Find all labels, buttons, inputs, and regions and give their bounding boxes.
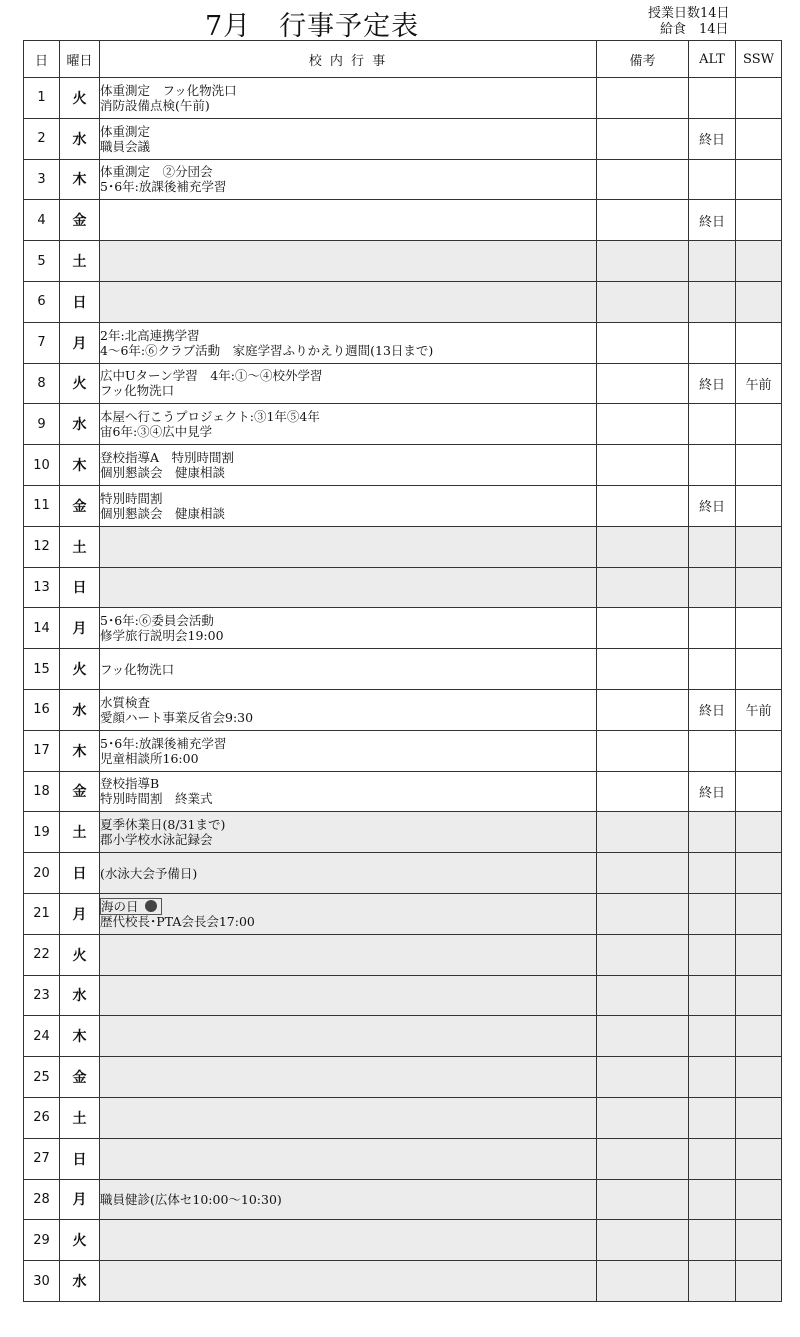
notes-cell [597, 567, 689, 608]
ssw-cell [736, 404, 782, 445]
event-line: 広中Uターン学習 4年:①～④校外学習 [100, 368, 323, 384]
event-line: 個別懇談会 健康相談 [100, 465, 226, 481]
day-summary [648, 6, 730, 38]
alt-cell [689, 1220, 736, 1261]
table-row [24, 975, 782, 1016]
events-cell [100, 853, 597, 894]
day-cell: 21 [24, 893, 60, 934]
alt-cell [689, 893, 736, 934]
day-cell: 1 [24, 78, 60, 119]
event-line: 職員会議 [100, 138, 151, 154]
ssw-cell [736, 1261, 782, 1302]
weekday-cell: 金 [60, 200, 100, 241]
event-line: 歴代校長･PTA会長会17:00 [100, 913, 255, 929]
weekday-cell: 火 [60, 78, 100, 119]
alt-cell [689, 404, 736, 445]
event-line: フッ化物洗口 [100, 383, 175, 399]
ssw-cell [736, 1179, 782, 1220]
table-row [24, 893, 782, 934]
school-days-count: 授業日数14日 [648, 6, 730, 21]
events-cell [100, 649, 597, 690]
event-line: 登校指導A 特別時間割 [100, 450, 235, 466]
ssw-cell [736, 1016, 782, 1057]
events-cell [100, 281, 597, 322]
weekday-cell: 木 [60, 445, 100, 486]
weekday-cell: 金 [60, 485, 100, 526]
col-header-day: 日 [24, 41, 60, 78]
notes-cell [597, 526, 689, 567]
notes-cell [597, 363, 689, 404]
notes-cell [597, 1016, 689, 1057]
notes-cell [597, 1220, 689, 1261]
events-cell [100, 975, 597, 1016]
alt-cell [689, 730, 736, 771]
table-row [24, 281, 782, 322]
notes-cell [597, 200, 689, 241]
notes-cell [597, 975, 689, 1016]
ssw-cell [736, 934, 782, 975]
day-cell: 12 [24, 526, 60, 567]
ssw-cell [736, 567, 782, 608]
weekday-cell: 木 [60, 159, 100, 200]
weekday-cell: 月 [60, 1179, 100, 1220]
day-cell: 19 [24, 812, 60, 853]
events-cell [100, 363, 597, 404]
weekday-cell: 木 [60, 730, 100, 771]
lunch-days-count: 給食 14日 [660, 22, 729, 37]
holiday-circle-icon [145, 900, 157, 912]
notes-cell [597, 241, 689, 282]
weekday-cell: 土 [60, 526, 100, 567]
event-line: 宙6年:③④広中見学 [100, 424, 213, 440]
notes-cell [597, 730, 689, 771]
alt-cell [689, 567, 736, 608]
notes-cell [597, 608, 689, 649]
ssw-cell: 午前 [736, 363, 782, 404]
weekday-cell: 日 [60, 281, 100, 322]
notes-cell [597, 1138, 689, 1179]
event-line: 職員健診(広体セ10:00～10:30) [100, 1191, 282, 1207]
alt-cell [689, 281, 736, 322]
event-line: 児童相談所16:00 [100, 750, 199, 766]
ssw-cell [736, 241, 782, 282]
ssw-cell [736, 118, 782, 159]
day-cell: 20 [24, 853, 60, 894]
weekday-cell: 金 [60, 771, 100, 812]
day-cell: 28 [24, 1179, 60, 1220]
alt-cell [689, 1057, 736, 1098]
alt-cell: 終日 [689, 200, 736, 241]
events-cell [100, 934, 597, 975]
alt-cell: 終日 [689, 363, 736, 404]
ssw-cell [736, 649, 782, 690]
weekday-cell: 水 [60, 975, 100, 1016]
ssw-cell [736, 893, 782, 934]
notes-cell [597, 771, 689, 812]
events-cell [100, 771, 597, 812]
alt-cell [689, 1016, 736, 1057]
table-row [24, 1138, 782, 1179]
alt-cell [689, 322, 736, 363]
event-line: 特別時間割 終業式 [100, 791, 213, 807]
day-cell: 8 [24, 363, 60, 404]
weekday-cell: 土 [60, 241, 100, 282]
notes-cell [597, 404, 689, 445]
alt-cell [689, 1097, 736, 1138]
day-cell: 2 [24, 118, 60, 159]
day-cell: 18 [24, 771, 60, 812]
table-row [24, 526, 782, 567]
day-cell: 29 [24, 1220, 60, 1261]
events-cell [100, 404, 597, 445]
alt-cell [689, 159, 736, 200]
table-row [24, 934, 782, 975]
events-cell [100, 241, 597, 282]
ssw-cell [736, 1220, 782, 1261]
alt-cell: 終日 [689, 689, 736, 730]
notes-cell [597, 445, 689, 486]
event-line: 5･6年:放課後補充学習 [100, 179, 227, 195]
ssw-cell: 午前 [736, 689, 782, 730]
weekday-cell: 水 [60, 689, 100, 730]
event-line: 登校指導B [100, 776, 160, 792]
weekday-cell: 月 [60, 322, 100, 363]
col-header-ssw: SSW [736, 41, 782, 78]
event-line: 特別時間割 [100, 490, 163, 506]
col-header-weekday: 曜日 [60, 41, 100, 78]
alt-cell [689, 241, 736, 282]
event-line: 水質検査 [100, 694, 151, 710]
table-row [24, 1057, 782, 1098]
events-cell [100, 893, 597, 934]
alt-cell [689, 853, 736, 894]
events-cell [100, 1016, 597, 1057]
day-cell: 26 [24, 1097, 60, 1138]
weekday-cell: 金 [60, 1057, 100, 1098]
table-row [24, 853, 782, 894]
alt-cell [689, 812, 736, 853]
notes-cell [597, 1057, 689, 1098]
weekday-cell: 日 [60, 1138, 100, 1179]
events-cell [100, 445, 597, 486]
schedule-table [23, 40, 782, 1302]
events-cell [100, 159, 597, 200]
table-row [24, 608, 782, 649]
weekday-cell: 火 [60, 363, 100, 404]
event-line: 愛顔ハート事業反省会9:30 [100, 709, 254, 725]
events-cell [100, 689, 597, 730]
alt-cell [689, 1138, 736, 1179]
event-line: フッ化物洗口 [100, 661, 175, 677]
notes-cell [597, 1097, 689, 1138]
ssw-cell [736, 771, 782, 812]
day-cell: 24 [24, 1016, 60, 1057]
notes-cell [597, 281, 689, 322]
events-cell [100, 1097, 597, 1138]
alt-cell [689, 445, 736, 486]
table-row [24, 404, 782, 445]
ssw-cell [736, 608, 782, 649]
notes-cell [597, 159, 689, 200]
alt-cell: 終日 [689, 485, 736, 526]
alt-cell [689, 1261, 736, 1302]
events-cell [100, 1138, 597, 1179]
day-cell: 22 [24, 934, 60, 975]
notes-cell [597, 1179, 689, 1220]
alt-cell [689, 1179, 736, 1220]
table-row [24, 241, 782, 282]
weekday-cell: 火 [60, 934, 100, 975]
weekday-cell: 月 [60, 608, 100, 649]
events-cell [100, 812, 597, 853]
events-cell [100, 322, 597, 363]
table-row [24, 1179, 782, 1220]
table-row [24, 445, 782, 486]
event-line [100, 899, 596, 914]
event-line: 夏季休業日(8/31まで) [100, 817, 226, 833]
day-cell: 6 [24, 281, 60, 322]
events-cell [100, 485, 597, 526]
day-cell: 27 [24, 1138, 60, 1179]
weekday-cell: 土 [60, 812, 100, 853]
weekday-cell: 火 [60, 649, 100, 690]
table-row [24, 322, 782, 363]
event-line: 個別懇談会 健康相談 [100, 505, 226, 521]
day-cell: 30 [24, 1261, 60, 1302]
notes-cell [597, 118, 689, 159]
header-row [24, 41, 782, 78]
weekday-cell: 水 [60, 404, 100, 445]
events-cell [100, 567, 597, 608]
col-header-notes: 備考 [597, 41, 689, 78]
day-cell: 14 [24, 608, 60, 649]
ssw-cell [736, 1138, 782, 1179]
events-cell [100, 526, 597, 567]
event-line: (水泳大会予備日) [100, 865, 198, 881]
event-line: 修学旅行説明会19:00 [100, 628, 224, 644]
ssw-cell [736, 853, 782, 894]
notes-cell [597, 893, 689, 934]
table-row [24, 689, 782, 730]
event-line: 2年:北高連携学習 [100, 327, 200, 343]
day-cell: 10 [24, 445, 60, 486]
ssw-cell [736, 526, 782, 567]
table-row [24, 812, 782, 853]
event-line: 体重測定 [100, 123, 151, 139]
alt-cell: 終日 [689, 771, 736, 812]
day-cell: 25 [24, 1057, 60, 1098]
event-line: 4～6年:⑥クラブ活動 家庭学習ふりかえり週間(13日まで) [100, 342, 434, 358]
day-cell: 13 [24, 567, 60, 608]
table-row [24, 1261, 782, 1302]
events-cell [100, 200, 597, 241]
alt-cell [689, 608, 736, 649]
notes-cell [597, 322, 689, 363]
notes-cell [597, 78, 689, 119]
day-cell: 4 [24, 200, 60, 241]
ssw-cell [736, 159, 782, 200]
ssw-cell [736, 812, 782, 853]
ssw-cell [736, 200, 782, 241]
event-line: 郡小学校水泳記録会 [100, 832, 213, 848]
table-row [24, 78, 782, 119]
weekday-cell: 木 [60, 1016, 100, 1057]
weekday-cell: 日 [60, 567, 100, 608]
notes-cell [597, 812, 689, 853]
weekday-cell: 水 [60, 118, 100, 159]
event-line: 5･6年:放課後補充学習 [100, 735, 227, 751]
event-line: 本屋へ行こうプロジェクト:③1年⑤4年 [100, 409, 320, 425]
day-cell: 17 [24, 730, 60, 771]
alt-cell [689, 526, 736, 567]
ssw-cell [736, 445, 782, 486]
weekday-cell: 水 [60, 1261, 100, 1302]
ssw-cell [736, 281, 782, 322]
table-row [24, 649, 782, 690]
event-line: 5･6年:⑥委員会活動 [100, 613, 214, 629]
events-cell [100, 1057, 597, 1098]
weekday-cell: 火 [60, 1220, 100, 1261]
alt-cell [689, 934, 736, 975]
alt-cell [689, 78, 736, 119]
day-cell: 11 [24, 485, 60, 526]
table-row [24, 771, 782, 812]
holiday-label [100, 898, 162, 915]
weekday-cell: 土 [60, 1097, 100, 1138]
ssw-cell [736, 975, 782, 1016]
weekday-cell: 月 [60, 893, 100, 934]
notes-cell [597, 853, 689, 894]
events-cell [100, 78, 597, 119]
ssw-cell [736, 1057, 782, 1098]
day-cell: 23 [24, 975, 60, 1016]
col-header-events: 校 内 行 事 [100, 41, 597, 78]
weekday-cell: 日 [60, 853, 100, 894]
day-cell: 16 [24, 689, 60, 730]
table-row [24, 159, 782, 200]
ssw-cell [736, 485, 782, 526]
col-header-alt: ALT [689, 41, 736, 78]
ssw-cell [736, 1097, 782, 1138]
table-row [24, 363, 782, 404]
alt-cell [689, 975, 736, 1016]
table-row [24, 118, 782, 159]
table-row [24, 1016, 782, 1057]
notes-cell [597, 934, 689, 975]
events-cell [100, 608, 597, 649]
events-cell [100, 1220, 597, 1261]
event-line: 消防設備点検(午前) [100, 97, 210, 113]
events-cell [100, 1261, 597, 1302]
events-cell [100, 730, 597, 771]
table-row [24, 1220, 782, 1261]
events-cell [100, 1179, 597, 1220]
table-row [24, 200, 782, 241]
alt-cell: 終日 [689, 118, 736, 159]
day-cell: 7 [24, 322, 60, 363]
table-row [24, 1097, 782, 1138]
notes-cell [597, 689, 689, 730]
event-line: 体重測定 フッ化物洗口 [100, 82, 237, 98]
day-cell: 9 [24, 404, 60, 445]
notes-cell [597, 1261, 689, 1302]
ssw-cell [736, 730, 782, 771]
table-row [24, 485, 782, 526]
day-cell: 3 [24, 159, 60, 200]
events-cell [100, 118, 597, 159]
ssw-cell [736, 78, 782, 119]
table-row [24, 730, 782, 771]
page-title: 7月 行事予定表 [205, 11, 420, 42]
notes-cell [597, 485, 689, 526]
day-cell: 15 [24, 649, 60, 690]
ssw-cell [736, 322, 782, 363]
table-row [24, 567, 782, 608]
day-cell: 5 [24, 241, 60, 282]
notes-cell [597, 649, 689, 690]
alt-cell [689, 649, 736, 690]
event-line: 体重測定 ②分団会 [100, 164, 213, 180]
holiday-name: 海の日 [101, 898, 139, 914]
